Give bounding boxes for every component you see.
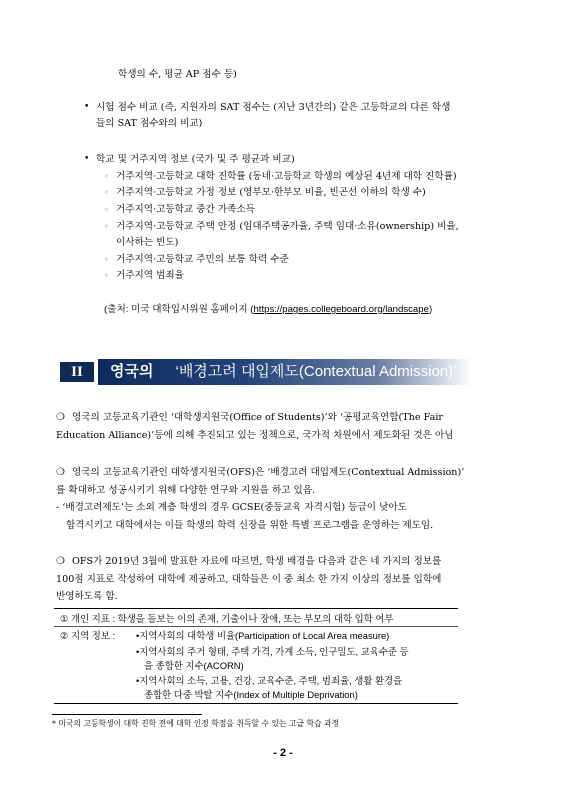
source-link[interactable]: https://pages.collegeboard.org/landscape (253, 304, 429, 315)
indicator-row-2-item-2: •지역사회의 주거 형태, 주택 가격, 가계 소득, 인구밀도, 교육수준 등 (136, 646, 409, 657)
section-title-country: 영국의 (110, 363, 154, 380)
sub-item-1: 거주지역·고등학교 대학 진학률 (동네·고등학교 학생의 예상된 4년제 대학 진학률) (116, 171, 457, 182)
indicator-row-2-item-3-cont: 종합한 다중 박탈 지수(Index of Multiple Deprivation) (144, 689, 358, 700)
sub-item-5: 거주지역·고등학교 주민의 보통 학력 수준 (116, 254, 289, 265)
footnote: * 미국의 고등학생이 대학 진학 전에 대학 인정 학점을 취득할 수 있는 고급 학습 과정 (52, 719, 340, 728)
circle-bullet-icon: ❍ (56, 412, 65, 423)
section-title (110, 362, 456, 382)
section-title-topic: ‘배경고려 대입제도(Contextual Admission)’ (175, 363, 457, 380)
para-2-line-2: 를 확대하고 성공시키기 위해 다양한 연구와 지원을 하고 있음. (56, 485, 316, 496)
footnote-rule (52, 714, 202, 715)
circle-bullet-icon: ❍ (56, 556, 65, 567)
sub-bullet-mark: ◦ (104, 255, 109, 264)
sub-bullet-mark: ◦ (104, 271, 109, 280)
box-top-rule (54, 608, 458, 609)
para-2-line-1: 영국의 고등교육기관인 대학생지원국(OFS)은 ‘배경고려 대입제도(Contextual Admission)’ (72, 467, 465, 478)
indicator-row-1: ① 개인 지표 : 학생을 돌보는 이의 존재, 기출이나 장애, 또는 부모의 대학 입학 여부 (60, 613, 394, 624)
sub-item-3: 거주지역·고등학교 중간 가족소득 (116, 204, 255, 215)
bullet-2-line-1: 학교 및 거주지역 정보 (국가 및 주 평균과 비교) (96, 154, 295, 165)
para-1-line-1: 영국의 고등교육기관인 ‘대학생지원국(Office of Students)’와 ‘공평교육연합(The Fair (72, 412, 443, 423)
sub-bullet-mark: ◦ (104, 172, 109, 181)
bullet-1-line-1: 시험 점수 비교 (즉, 지원자의 SAT 점수는 (지난 3년간의) 같은 고등학교의 다른 학생 (96, 102, 451, 113)
para-3-line-1: OFS가 2019년 3월에 발표한 자료에 따르면, 학생 배경을 다음과 같은 네 가지의 정보를 (72, 556, 442, 567)
sub-item-6: 거주지역 범죄율 (116, 270, 184, 281)
section-number: II (60, 362, 94, 382)
intro-continuation: 학생의 수, 평균 AP 점수 등) (118, 69, 237, 80)
sub-item-2: 거주지역·고등학교 가정 정보 (영부모·한부모 비율, 빈곤선 이하의 학생 수) (116, 187, 426, 198)
box-bottom-rule (54, 703, 458, 704)
para-3-line-2: 100점 지표로 작성하여 대학에 제공하고, 대학들은 이 중 최소 한 가지 이상의 정보를 입학에 (56, 574, 442, 585)
para-2-line-3: - ‘배경고려제도’는 소외 계층 학생의 경우 GCSE(중등교육 자격시험) 등급이 낮아도 (56, 502, 407, 513)
section-banner (52, 359, 472, 385)
para-3-line-3: 반영하도록 함. (56, 591, 118, 602)
para-2-line-4: 합격시키고 대학에서는 이들 학생의 학력 신장을 위한 특별 프로그램을 운영하는 제도임. (66, 520, 434, 531)
bullet-dot: • (84, 154, 90, 164)
circle-bullet-icon: ❍ (56, 467, 65, 478)
bullet-dot: • (84, 102, 90, 112)
para-1-line-2: Education Alliance)’등에 의해 추진되고 있는 정책으로, 국가적 차원에서 제도화된 것은 아님 (56, 430, 454, 441)
sub-bullet-mark: ◦ (104, 188, 109, 197)
sub-bullet-mark: ◦ (104, 222, 109, 231)
sub-bullet-mark: ◦ (104, 205, 109, 214)
source-citation (104, 303, 432, 316)
indicator-row-2-label: ② 지역 정보 : (60, 630, 116, 641)
sub-item-4-cont: 이사하는 빈도) (116, 237, 179, 248)
indicator-row-2-item-2-cont: 을 종합한 지수(ACORN) (144, 660, 244, 671)
indicator-row-2-item-1: •지역사회의 대학생 비율(Participation of Local Area measure) (136, 630, 390, 641)
source-prefix: (출처: 미국 대학입시위원 홈페이지 ( (104, 304, 254, 315)
source-suffix: ) (428, 304, 433, 315)
indicator-row-2-item-3: •지역사회의 소득, 고용, 건강, 교육수준, 주택, 범죄율, 생활 환경을 (136, 675, 403, 686)
sub-item-4: 거주지역·고등학교 주택 안정 (임대주택공가율, 주택 임대·소유(ownership) 비율, (116, 221, 459, 232)
bullet-1-line-2: 들의 SAT 점수와의 비교) (96, 118, 203, 129)
page-number: - 2 - (273, 747, 293, 759)
box-middle-rule (54, 626, 458, 627)
